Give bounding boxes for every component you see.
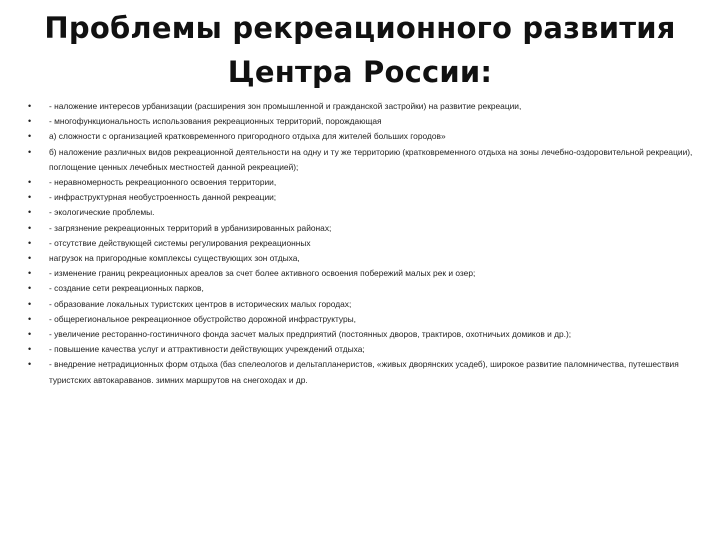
bullet-item: • - экологические проблемы. bbox=[28, 205, 694, 220]
bullet-item: • - неравномерность рекреационного освоения территории, bbox=[28, 175, 694, 190]
bullet-item: • - многофункциональность использования рекреационных территорий, порождающая bbox=[28, 114, 694, 129]
bullet-item: • - загрязнение рекреационных территорий в урбанизированных районах; bbox=[28, 221, 694, 236]
bullet-item: • - изменение границ рекреационных ареалов за счет более активного освоения побережий малых рек и озер; bbox=[28, 266, 694, 281]
bullet-item: • - повышение качества услуг и аттрактивности действующих учреждений отдыха; bbox=[28, 342, 694, 357]
slide-title-line-1: Проблемы рекреационного развития bbox=[44, 11, 676, 45]
bullet-list bbox=[28, 99, 694, 388]
bullet-item: • - образование локальных туристских центров в исторических малых городах; bbox=[28, 297, 694, 312]
bullet-item: • б) наложение различных видов рекреационной деятельности на одну и ту же территорию (кратковременного отдыха на зоны лечебно-оздоровительной рекреации), поглощение ценных лечебных местностей данной рекреацией); bbox=[28, 145, 694, 175]
bullet-item: • а) сложности с организацией кратковременного пригородного отдыха для жителей больших городов» bbox=[28, 129, 694, 144]
bullet-item: • - инфраструктурная необустроенность данной рекреации; bbox=[28, 190, 694, 205]
bullet-item: • нагрузок на пригородные комплексы существующих зон отдыха, bbox=[28, 251, 694, 266]
bullet-item: • - создание сети рекреационных парков, bbox=[28, 281, 694, 296]
bullet-item: • - общерегиональное рекреационное обустройство дорожной инфраструктуры, bbox=[28, 312, 694, 327]
bullet-item: • - увеличение ресторанно-гостиничного фонда засчет малых предприятий (постоянных дворов, трактиров, охотничьих домиков и др.); bbox=[28, 327, 694, 342]
bullet-item: • - отсутствие действующей системы регулирования рекреационных bbox=[28, 236, 694, 251]
bullet-item: • - наложение интересов урбанизации (расширения зон промышленной и гражданской застройки) на развитие рекреации, bbox=[28, 99, 694, 114]
slide-title-line-2: Центра России: bbox=[227, 55, 493, 89]
bullet-item: • - внедрение нетрадиционных форм отдыха (баз спелеологов и дельтапланеристов, «живых дворянских усадеб), широкое развитие паломничества, путешествия туристских автокараванов. зимних маршрутов на снегоходах и др. bbox=[28, 357, 694, 387]
slide-title bbox=[40, 6, 680, 94]
